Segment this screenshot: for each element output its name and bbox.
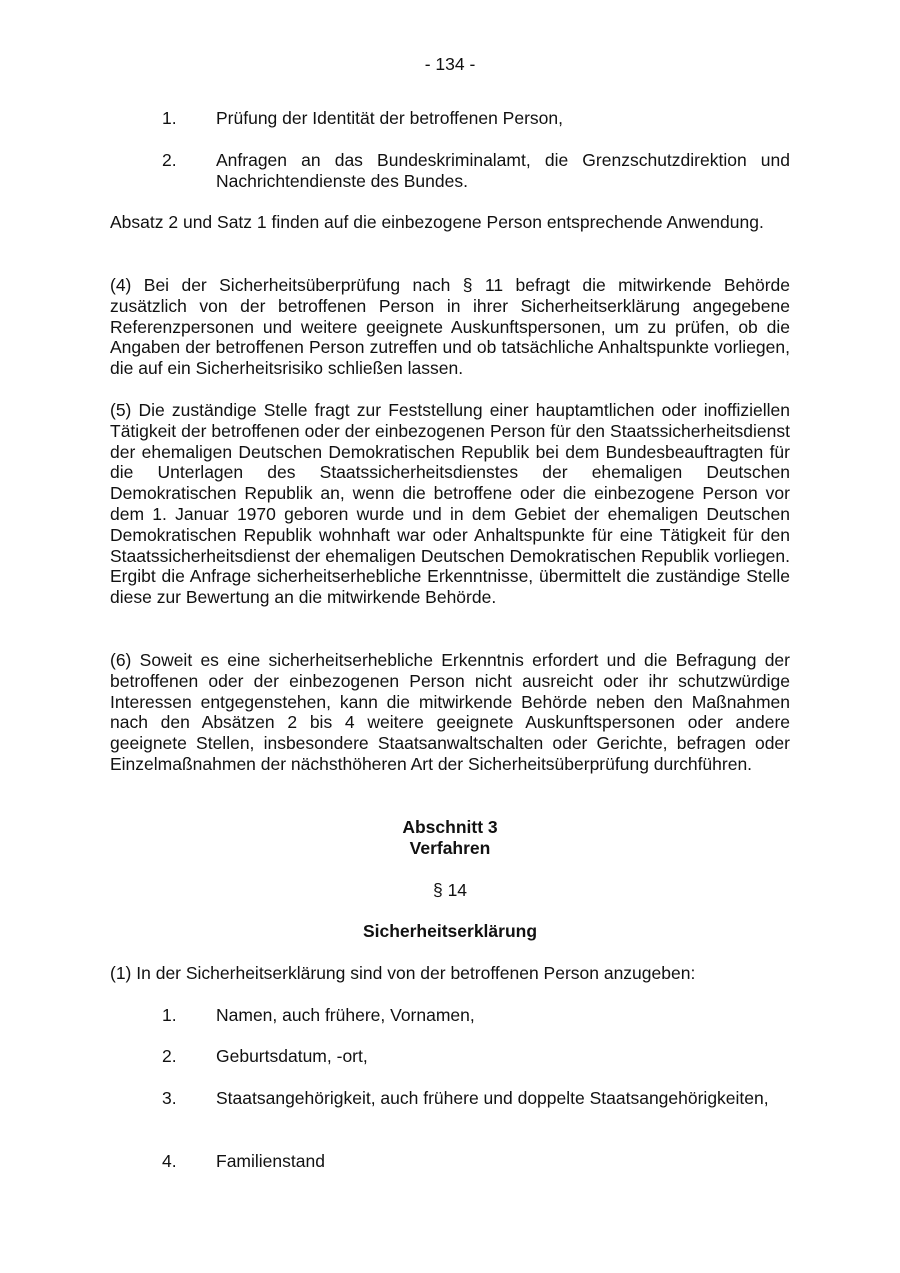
list-item-number: 2. xyxy=(162,1046,177,1066)
page-number: - 134 - xyxy=(424,54,476,74)
list-item-text: Familienstand xyxy=(216,1151,325,1171)
list-item-number: 4. xyxy=(162,1151,177,1171)
paragraph: (6) Soweit es eine sicherheitserhebliche Erkenntnis erfordert und die Befragung der betroffenen oder der einbezogenen Person nicht ausreicht oder ihr schutzwürdige Interessen entgegenstehen, kann die mitwirkende Behörde neben den Maßnahmen nach den Absätzen 2 bis 4 weitere geeignete Auskunftspersonen oder andere geeignete Stellen, insbesondere Staatsanwaltschalten oder Gerichte, befragen oder Einzelmaßnahmen der nächsthöheren Art der Sicherheitsüberprüfung durchführen. xyxy=(110,650,790,774)
list-item-text: Staatsangehörigkeit, auch frühere und doppelte Staatsangehörigkeiten, xyxy=(216,1088,769,1108)
list-item-text: Prüfung der Identität der betroffenen Person, xyxy=(216,108,563,128)
paragraph: (4) Bei der Sicherheitsüberprüfung nach § 11 befragt die mitwirkende Behörde zusätzlich von der betroffenen Person in ihrer Sicherheitserklärung angegebene Referenzpersonen und weitere geeignete Auskunftspersonen, um zu prüfen, ob die Angaben der betroffenen Person zutreffen und ob tatsächliche Anhaltspunkte vorliegen, die auf ein Sicherheitsrisiko schließen lassen. xyxy=(110,275,790,379)
section-subheading: Verfahren xyxy=(409,838,491,858)
paragraph: (5) Die zuständige Stelle fragt zur Feststellung einer hauptamtlichen oder inoffiziellen Tätigkeit der betroffenen oder der einbezogenen Person für den Staatssicherheitsdienst der ehemaligen Deutschen Demokratischen Republik bei dem Bundesbeauftragten für die Unterlagen des Staatssicherheitsdienstes der ehemaligen Deutschen Demokratischen Republik an, wenn die betroffene oder die einbezogene Person vor dem 1. Januar 1970 geboren wurde und in dem Gebiet der ehemaligen Deutschen Demokratischen Republik wohnhaft war oder Anhaltspunkte für eine Tätigkeit für den Staatssicherheitsdienst der ehemaligen Deutschen Demokratischen Republik vorliegen. Ergibt die Anfrage sicherheitserhebliche Erkenntnisse, übermittelt die zuständige Stelle diese zur Bewertung an die mitwirkende Behörde. xyxy=(110,400,790,608)
list-item-text: Geburtsdatum, -ort, xyxy=(216,1046,368,1066)
section-heading: Abschnitt 3 xyxy=(402,817,498,837)
section-title: Sicherheitserklärung xyxy=(362,921,538,941)
intro-paragraph: (1) In der Sicherheitserklärung sind von der betroffenen Person anzugeben: xyxy=(110,963,696,983)
list-item-number: 2. xyxy=(162,150,177,170)
list-item-number: 3. xyxy=(162,1088,177,1108)
list-item-number: 1. xyxy=(162,1005,177,1025)
list-item-text: Namen, auch frühere, Vornamen, xyxy=(216,1005,475,1025)
paragraph-sign: § 14 xyxy=(432,880,468,900)
list-item-text: Anfragen an das Bundeskriminalamt, die Grenzschutzdirektion und Nachrichtendienste des Bundes. xyxy=(216,150,790,191)
paragraph: Absatz 2 und Satz 1 finden auf die einbezogene Person entsprechende Anwendung. xyxy=(110,212,764,232)
list-item-number: 1. xyxy=(162,108,177,128)
